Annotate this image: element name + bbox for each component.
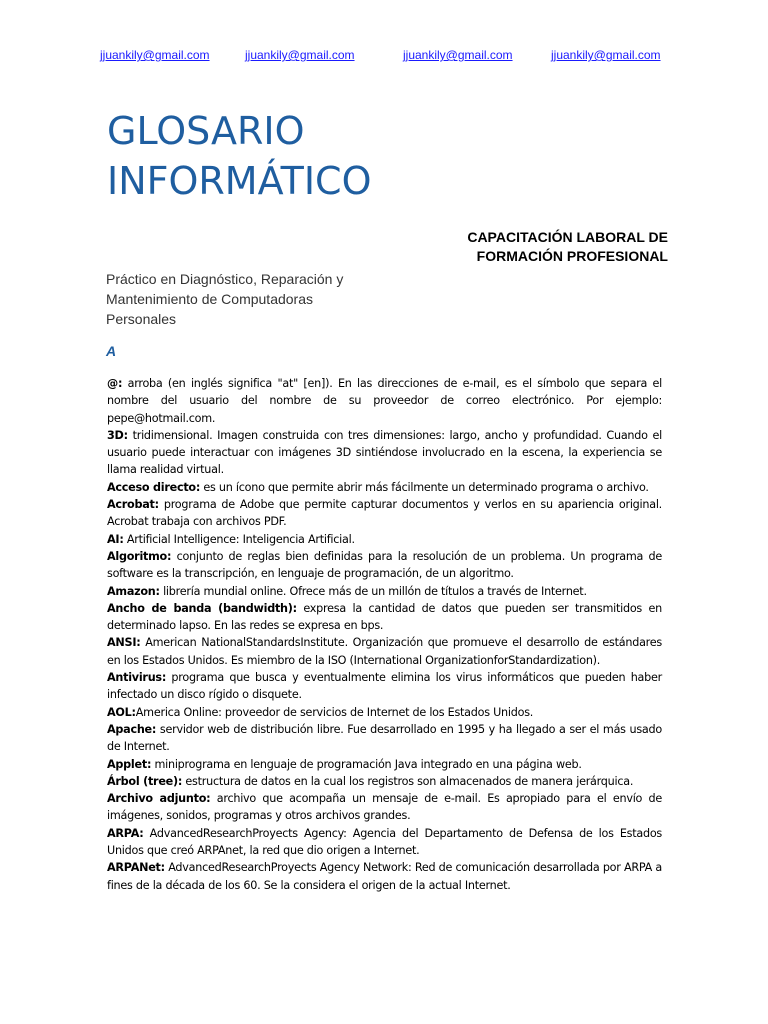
glossary-definition: programa de Adobe que permite capturar documentos y verlos en su apariencia original. Acrobat trabaja con archivos PDF. — [107, 498, 662, 529]
glossary-term: AI: — [107, 532, 124, 546]
glossary-entry — [107, 825, 662, 860]
glossary-term: AOL: — [107, 705, 136, 719]
glossary-definition: tridimensional. Imagen construida con tres dimensiones: largo, ancho y profundidad. Cuando el usuario puede interactuar con imágenes 3D sintiéndose involucrado en la escena, la experiencia se llama realidad virtual. — [107, 428, 662, 477]
document-subtitle — [348, 228, 668, 266]
glossary-definition: America Online: proveedor de servicios de Internet de los Estados Unidos. — [135, 705, 534, 719]
glossary-entry — [107, 721, 662, 756]
glossary-entry — [107, 531, 662, 548]
glossary-entry — [107, 704, 662, 721]
glossary-entry — [107, 496, 662, 531]
glossary-entry — [107, 669, 662, 704]
email-link[interactable]: jjuankily@gmail.com — [403, 48, 513, 62]
glossary-definition: conjunto de reglas bien definidas para la resolución de un problema. Un programa de software es la transcripción, en lenguaje de programación, de un algoritmo. — [107, 549, 662, 581]
glossary-term: Archivo adjunto: — [107, 792, 211, 806]
course-line: Mantenimiento de Computadoras — [106, 291, 314, 307]
glossary-term: ARPA: — [107, 826, 144, 840]
glossary-term: 3D: — [107, 428, 128, 442]
course-line: Práctico en Diagnóstico, Reparación y — [106, 271, 344, 287]
glossary-definition: American NationalStandardsInstitute. Organización que promueve el desarrollo de estándares en los Estados Unidos. Es miembro de la ISO (International OrganizationforStandardization). — [107, 636, 662, 667]
glossary-term: Apache: — [107, 722, 157, 736]
subtitle-line: FORMACIÓN PROFESIONAL — [476, 248, 668, 264]
glossary-definition: servidor web de distribución libre. Fue desarrollado en 1995 y ha llegado a ser el más usado de Internet. — [107, 722, 662, 754]
glossary-entry — [107, 756, 662, 773]
glossary-term: Applet: — [107, 757, 152, 771]
glossary-entry — [107, 583, 662, 600]
glossary-definition: librería mundial online. Ofrece más de un millón de títulos a través de Internet. — [159, 584, 587, 598]
glossary-entry — [107, 790, 662, 825]
glossary-term: ARPANet: — [107, 861, 165, 875]
subtitle-line: CAPACITACIÓN LABORAL DE — [467, 229, 668, 245]
glossary-definition: estructura de datos en la cual los registros son almacenados de manera jerárquica. — [182, 774, 634, 788]
email-header — [0, 48, 768, 66]
glossary-definition: miniprograma en lenguaje de programación Java integrado en una página web. — [151, 757, 582, 771]
glossary-entry — [107, 548, 662, 583]
glossary-entry — [107, 375, 662, 427]
glossary-term: Árbol (tree): — [107, 774, 183, 788]
glossary-definition: archivo que acompaña un mensaje de e-mail. Es apropiado para el envío de imágenes, sonidos, programas y otros archivos grandes. — [107, 792, 663, 823]
glossary-entry — [107, 427, 662, 479]
glossary-term: Algoritmo: — [107, 549, 172, 563]
glossary-definition: Artificial Intelligence: Inteligencia Artificial. — [123, 532, 355, 546]
glossary-term: Acrobat: — [107, 498, 159, 512]
glossary-definition: expresa la cantidad de datos que pueden ser transmitidos en determinado lapso. En las redes se expresa en bps. — [107, 601, 662, 633]
glossary-entry — [107, 773, 662, 790]
glossary-term: Acceso directo: — [107, 480, 201, 494]
glossary-definition: programa que busca y eventualmente elimina los virus informáticos que pueden haber infectado un disco rígido o disquete. — [107, 671, 662, 702]
section-letter: A — [106, 343, 117, 359]
glossary-entry — [107, 859, 662, 894]
email-link[interactable]: jjuankily@gmail.com — [245, 48, 355, 62]
title-line: INFORMÁTICO — [107, 159, 372, 203]
glossary-term: Ancho de banda (bandwidth): — [107, 601, 297, 615]
glossary-list — [107, 375, 662, 894]
document-title — [107, 106, 527, 206]
email-link[interactable]: jjuankily@gmail.com — [551, 48, 661, 62]
glossary-entry — [107, 479, 662, 496]
email-link[interactable]: jjuankily@gmail.com — [100, 48, 210, 62]
glossary-definition: AdvancedResearchProyects Agency Network: Red de comunicación desarrollada por ARPA a fines de la década de los 60. Se la considera el origen de la actual Internet. — [107, 861, 662, 892]
glossary-entry — [107, 634, 662, 669]
glossary-term: @: — [107, 377, 123, 390]
course-name — [106, 269, 386, 329]
glossary-definition: es un ícono que permite abrir más fácilmente un determinado programa o archivo. — [200, 480, 649, 494]
title-line: GLOSARIO — [107, 109, 305, 153]
glossary-definition: arroba (en inglés significa "at" [en]). En las direcciones de e-mail, es el símbolo que separa el nombre del usuario del nombre de su proveedor de correo electrónico. Por ejemplo: pepe@hotmail.com. — [107, 377, 662, 425]
glossary-term: ANSI: — [107, 636, 141, 650]
glossary-term: Amazon: — [107, 584, 160, 598]
course-line: Personales — [106, 311, 177, 327]
glossary-term: Antivirus: — [107, 671, 167, 685]
glossary-entry — [107, 600, 662, 635]
glossary-definition: AdvancedResearchProyects Agency: Agencia del Departamento de Defensa de los Estados Unidos que creó ARPAnet, la red que dio origen a Internet. — [107, 826, 662, 858]
